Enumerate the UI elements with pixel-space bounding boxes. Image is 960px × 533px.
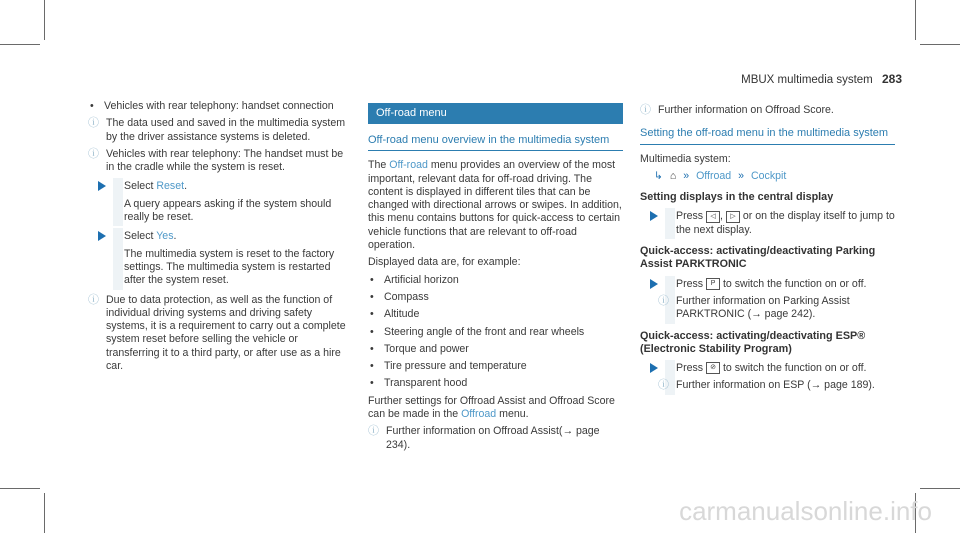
list-item: • Compass [368, 291, 623, 304]
procedure-heading: Quick-access: activating/deactivating Parking Assist PARKTRONIC [640, 245, 876, 271]
watermark: carmanualsonline.info [679, 496, 932, 526]
action-arrow-icon [650, 363, 658, 373]
page-header-title: MBUX multimedia system [741, 74, 873, 86]
esp-key-icon[interactable]: ⊘ [706, 362, 720, 374]
column-middle [368, 100, 623, 456]
info-icon: ⓘ [658, 379, 669, 392]
list-intro: Displayed data are, for example: [368, 256, 521, 269]
info-note: ⓘ Further information on ESP (→ page 189). [658, 379, 875, 392]
action-arrow-icon [98, 231, 106, 241]
info-note: ⓘ Due to data protection, as well as the function of individual driving systems and driving safety systems, it is a requirement to carry out a complete system reset before selling the vehicle or transferring it to a third party, or after use as a hire car. [88, 293, 346, 373]
path-arrow-icon: ↳ [654, 169, 663, 182]
info-icon: ⓘ [368, 425, 379, 438]
path-cockpit[interactable]: Cockpit [751, 169, 787, 182]
action-step: Press ⊘ to switch the function on or off. ⓘ Further information on ESP (→ page 189). [640, 362, 895, 393]
info-icon: ⓘ [88, 147, 99, 160]
home-icon[interactable]: ⌂ [669, 169, 677, 182]
info-icon: ⓘ [640, 104, 651, 116]
list-item: • Vehicles with rear telephony: handset connection [88, 100, 353, 113]
action-step: Select Reset. A query appears asking if the system should really be reset. [88, 180, 353, 224]
crop-mark [920, 44, 960, 45]
action-step: Press P to switch the function on or off. ⓘ Further information on Parking Assist PARKTRONIC (→ page 242). [640, 278, 895, 322]
info-icon: ⓘ [88, 293, 99, 306]
yes-option[interactable]: Yes [156, 230, 174, 243]
procedure-heading: Setting displays in the central display [640, 191, 834, 204]
section-heading: Off-road menu [368, 103, 623, 124]
info-note: ⓘ Further information on Offroad Assist(→ page 234). [368, 425, 600, 451]
info-note: ⓘ Further information on Parking Assist PARKTRONIC (→ page 242). [658, 294, 850, 321]
further-settings: Further settings for Offroad Assist and Offroad Score can be made in the Offroad menu. [368, 394, 615, 421]
path-offroad[interactable]: Offroad [696, 169, 732, 182]
info-icon: ⓘ [658, 294, 669, 307]
path-separator-icon: » [683, 169, 690, 182]
crop-mark [44, 0, 45, 40]
menu-path [654, 170, 895, 183]
info-note: ⓘ Vehicles with rear telephony: The handset must be in the cradle while the system is reset. [88, 147, 344, 174]
action-arrow-icon [98, 181, 106, 191]
subsection-heading: Off-road menu overview in the multimedia system [368, 134, 623, 151]
off-road-menu-link[interactable]: Off-road [389, 159, 428, 172]
column-right [640, 100, 895, 399]
crop-mark [0, 44, 40, 45]
action-step: Select Yes. The multimedia system is reset to the factory settings. The multimedia system is restarted after the system reset. [88, 230, 353, 287]
multimedia-label: Multimedia system: [640, 152, 731, 165]
list-item: • Steering angle of the front and rear wheels [368, 326, 623, 339]
reset-option[interactable]: Reset [156, 180, 185, 193]
list-item: • Altitude [368, 308, 623, 321]
left-arrow-key-icon[interactable]: ◁ [706, 211, 720, 223]
crop-mark [0, 488, 40, 489]
page-number: 283 [881, 72, 902, 86]
info-note: ⓘ The data used and saved in the multimedia system by the driver assistance systems is deleted. [88, 117, 346, 143]
list-item: • Torque and power [368, 343, 623, 356]
offroad-menu-link[interactable]: Offroad [461, 408, 497, 421]
list-item: • Artificial horizon [368, 274, 623, 287]
list-item: • Tire pressure and temperature [368, 360, 623, 373]
column-left [88, 100, 353, 377]
action-arrow-icon [650, 279, 658, 289]
crop-mark [44, 493, 45, 533]
crop-mark [915, 0, 916, 40]
page-header [741, 72, 902, 86]
subsection-heading: Setting the off-road menu in the multimedia system [640, 127, 895, 144]
parking-key-icon[interactable]: P [706, 278, 720, 290]
action-arrow-icon [650, 211, 658, 221]
intro-paragraph: The Off-road menu provides an overview of the most important, relevant data for off-road driving. The content is displayed in different tiles that can be changed with directional arrows or swipes. In addition, this menu contains buttons for quick-access to certain vehicle functions that are relevant to off-road operation. [368, 159, 622, 252]
action-step: Press ◁ , ▷ or on the display itself to jump to the next display. [640, 210, 895, 237]
procedure-heading: Quick-access: activating/deactivating ESP® (Electronic Stability Program) [640, 329, 866, 355]
list-item: • Transparent hood [368, 377, 623, 390]
info-icon: ⓘ [88, 117, 99, 130]
path-separator-icon: » [738, 169, 745, 182]
right-arrow-key-icon[interactable]: ▷ [726, 211, 740, 223]
crop-mark [920, 488, 960, 489]
info-note: ⓘ Further information on Offroad Score. [640, 104, 834, 116]
